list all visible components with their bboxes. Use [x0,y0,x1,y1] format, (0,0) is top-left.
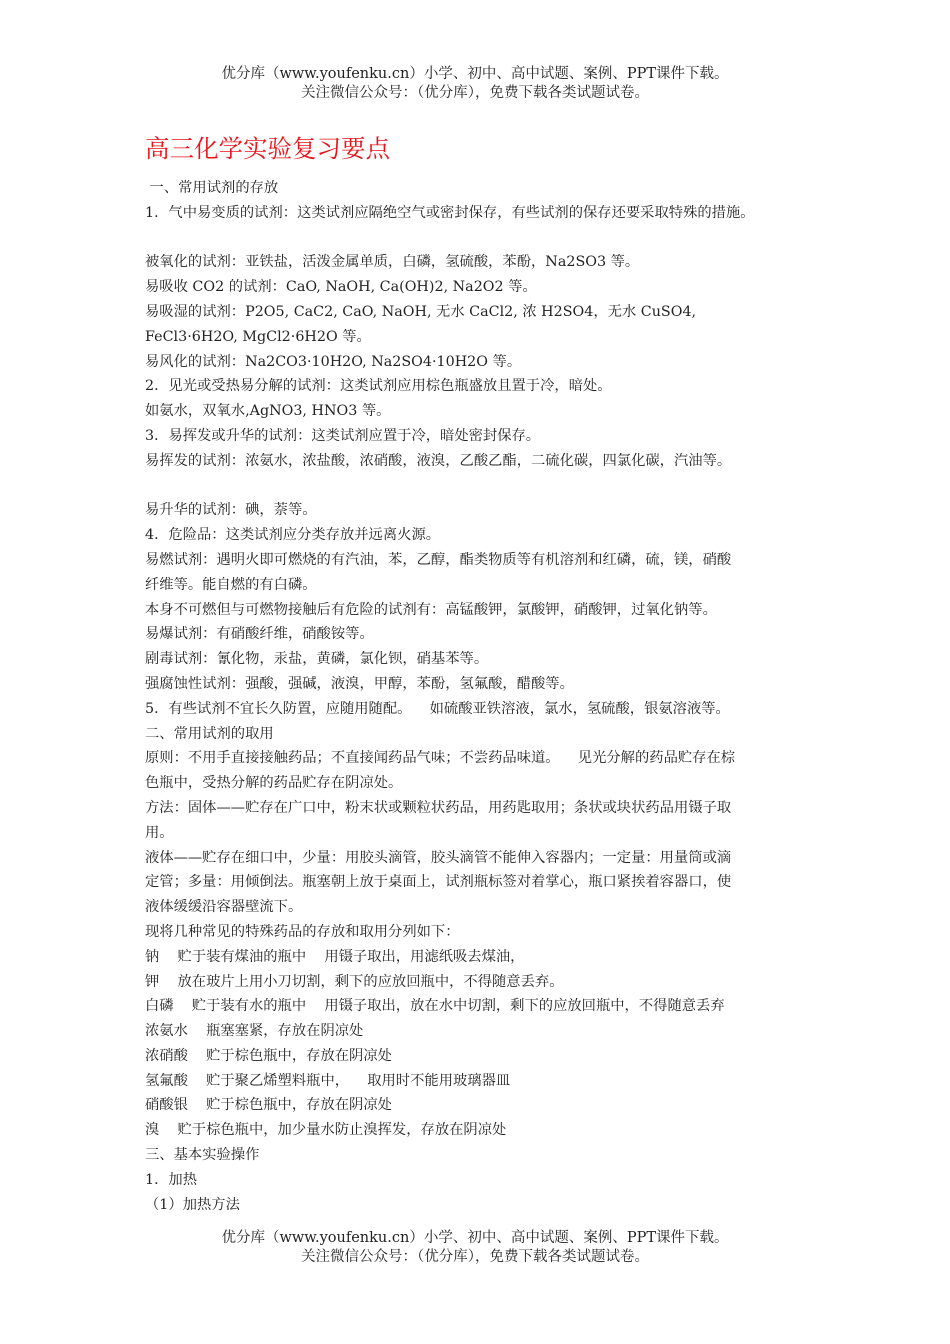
text-line: （1）加热方法 [145,1196,240,1213]
text-line: 2．见光或受热易分解的试剂：这类试剂应用棕色瓶盛放且置于冷，暗处。 [145,378,612,395]
text-line: 强腐蚀性试剂：强酸，强碱，液溴，甲醇，苯酚，氢氟酸，醋酸等。 [145,675,574,692]
text-line: 易燃试剂：遇明火即可燃烧的有汽油，苯，乙醇，酯类物质等有机溶剂和红磷，硫，镁，硝酸 [145,551,732,568]
text-line: 易爆试剂：有硝酸纤维，硝酸铵等。 [145,626,374,643]
document-body [145,176,815,1217]
text-line: FeCl3·6H2O, MgCl2·6H2O 等。 [145,328,371,345]
text-line: 液体——贮存在细口中，少量：用胶头滴管，胶头滴管不能伸入容器内；一定量：用量筒或滴 [145,849,732,866]
text-line: 溴 贮于棕色瓶中，加少量水防止溴挥发，存放在阴凉处 [145,1122,507,1139]
text-line: 1．加热 [145,1171,197,1188]
text-line: 现将几种常见的特殊药品的存放和取用分列如下： [145,923,460,940]
text-line: 定管；多量：用倾倒法。瓶塞朝上放于桌面上，试剂瓶标签对着掌心，瓶口紧挨着容器口，使 [145,874,732,891]
text-line: 易吸湿的试剂：P2O5, CaC2, CaO, NaOH, 无水 CaCl2, 浓 H2SO4，无水 CuSO4, [145,303,697,320]
header-banner [0,65,950,103]
text-line: 易风化的试剂：Na2CO3·10H2O, Na2SO4·10H2O 等。 [145,353,522,370]
text-line: 3．易挥发或升华的试剂：这类试剂应置于冷，暗处密封保存。 [145,427,541,444]
text-line: 纤维等。能自燃的有白磷。 [145,576,317,593]
text-line: 浓氨水 瓶塞塞紧，存放在阴凉处 [145,1023,364,1040]
text-line: 剧毒试剂：氰化物，汞盐，黄磷，氯化钡，硝基苯等。 [145,651,489,668]
text-line: 如氨水，双氧水,AgNO3, HNO3 等。 [145,403,391,420]
text-line: 原则：不用手直接接触药品；不直接闻药品气味；不尝药品味道。 见光分解的药品贮存在棕 [145,750,736,767]
text-line: 一、常用试剂的存放 [145,180,279,196]
text-line: 白磷 贮于装有水的瓶中 用镊子取出，放在水中切割，剩下的应放回瓶中，不得随意丢弃 [145,998,725,1015]
text-line: 二、常用试剂的取用 [145,725,274,742]
text-line: 氢氟酸 贮于聚乙烯塑料瓶中， 取用时不能用玻璃器皿 [145,1072,511,1089]
document-title: 高三化学实验复习要点 [145,134,390,163]
footer-banner [0,1229,950,1267]
banner-line-2: 关注微信公众号：（优分库），免费下载各类试题试卷。 [301,1249,649,1265]
text-line: 浓硝酸 贮于棕色瓶中，存放在阴凉处 [145,1047,392,1064]
blank-line [145,474,815,499]
text-line: 色瓶中，受热分解的药品贮存在阴凉处。 [145,775,403,792]
text-line: 方法：固体——贮存在广口中，粉末状或颗粒状药品，用药匙取用；条状或块状药品用镊子取 [145,799,732,816]
text-line: 易挥发的试剂：浓氨水，浓盐酸，浓硝酸，液溴，乙酸乙酯，二硫化碳，四氯化碳，汽油等。 [145,452,732,469]
text-line: 本身不可燃但与可燃物接触后有危险的试剂有：高锰酸钾，氯酸钾，硝酸钾，过氧化钠等。 [145,601,717,618]
banner-line-1: 优分库（www.youfenku.cn）小学、初中、高中试题、案例、PPT课件下载。 [221,66,729,82]
banner-line-2: 关注微信公众号：（优分库），免费下载各类试题试卷。 [301,85,649,101]
text-line: 硝酸银 贮于棕色瓶中，存放在阴凉处 [145,1097,392,1114]
text-line: 被氧化的试剂：亚铁盐，活泼金属单质，白磷，氢硫酸，苯酚，Na2SO3 等。 [145,254,640,271]
text-line: 钠 贮于装有煤油的瓶中 用镊子取出，用滤纸吸去煤油， [145,948,525,965]
text-line: 钾 放在玻片上用小刀切割，剩下的应放回瓶中，不得随意丢弃。 [145,973,564,990]
text-line: 1．气中易变质的试剂：这类试剂应隔绝空气或密封保存，有些试剂的保存还要采取特殊的措施。 [145,204,755,221]
text-line: 易吸收 CO2 的试剂：CaO, NaOH, Ca(OH)2, Na2O2 等。 [145,279,537,296]
text-line: 易升华的试剂：碘，萘等。 [145,502,317,519]
blank-line [145,226,815,251]
text-line: 液体缓缓沿容器壁流下。 [145,899,303,916]
banner-line-1: 优分库（www.youfenku.cn）小学、初中、高中试题、案例、PPT课件下载。 [221,1230,729,1246]
text-line: 4．危险品：这类试剂应分类存放并远离火源。 [145,527,441,544]
text-line: 用。 [145,824,174,841]
text-line: 5．有些试剂不宜长久防置，应随用随配。 如硫酸亚铁溶液，氯水，氢硫酸，银氨溶液等。 [145,700,730,717]
text-line: 三、基本实验操作 [145,1147,260,1164]
